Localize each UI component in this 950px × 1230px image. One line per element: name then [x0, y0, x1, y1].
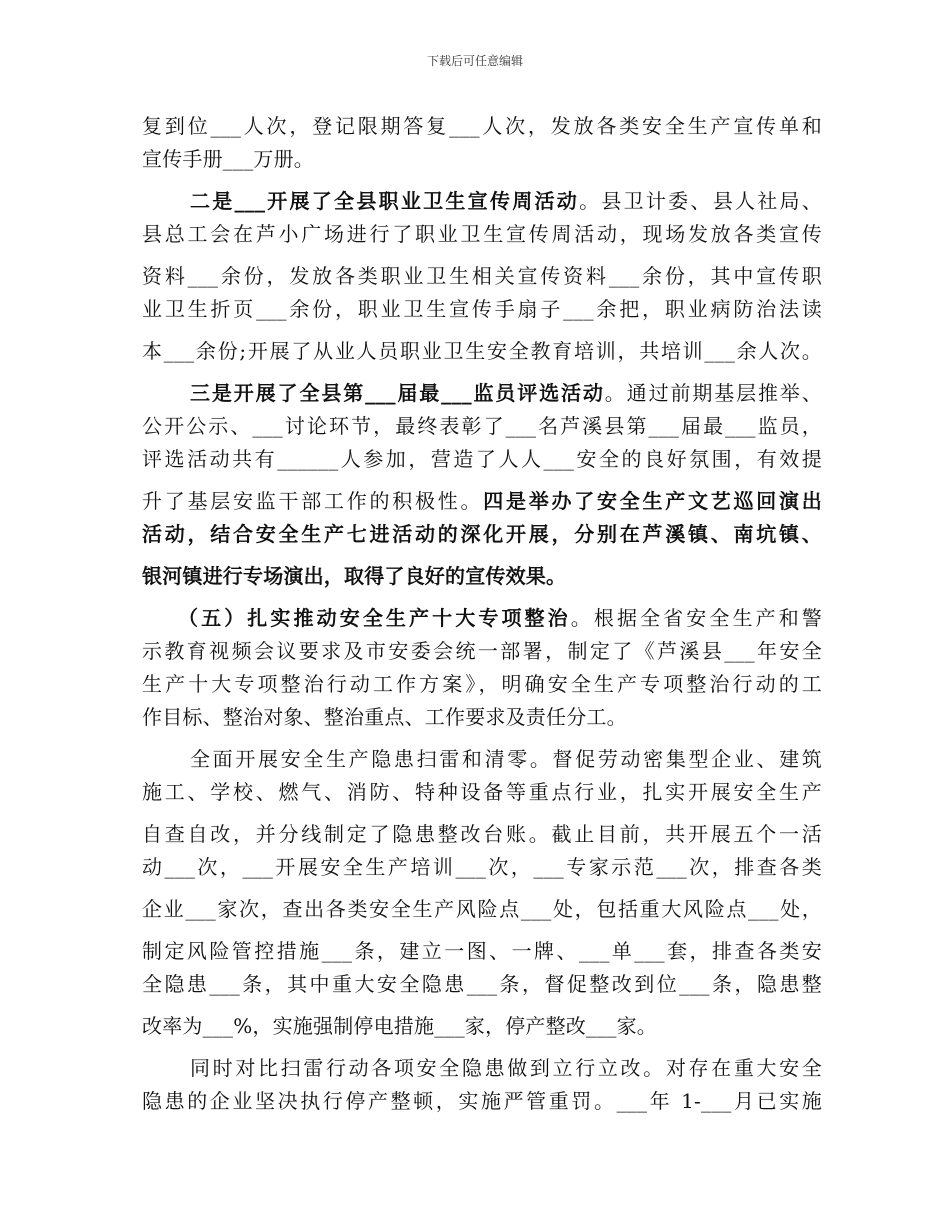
- text-line: [190, 749, 822, 769]
- page-header: 下载后可任意编辑: [426, 54, 523, 68]
- text-line: [142, 1091, 822, 1111]
- text-line: [142, 857, 822, 877]
- text-segment: 改率为___%，实施强制停电措施___家，停产整改___家。: [142, 1014, 658, 1038]
- text-line: [190, 1058, 822, 1078]
- bold-text-segment: 二是___开展了全县职业卫生宣传周活动: [190, 189, 580, 213]
- text-segment: 评选活动共有______人参加，营造了人人___安全的良好氛围，有效提: [142, 447, 822, 471]
- text-line: [142, 524, 822, 544]
- text-segment: 升了基层安监干部工作的积极性。: [142, 489, 484, 513]
- text-segment: 本___余份;开展了从业人员职业卫生安全教育培训，共培训___余人次。: [142, 339, 822, 363]
- text-segment: 公开公示、___讨论环节，最终表彰了___名芦溪县第___届最___监员，: [142, 414, 822, 438]
- text-segment: 全隐患___条，其中重大安全隐患___条，督促整改到位___条，隐患整: [142, 972, 822, 996]
- text-line: [142, 224, 822, 244]
- bold-text-segment: 活动，结合安全生产七进活动的深化开展，分别在芦溪镇、南坑镇、: [142, 522, 822, 546]
- text-segment: 动___次，___开展安全生产培训___次，___专家示范___次，排查各类: [142, 855, 822, 879]
- text-line: [142, 566, 822, 586]
- text-line: [142, 641, 822, 661]
- text-line: [142, 341, 822, 361]
- text-line: [142, 299, 822, 319]
- text-segment: 复到位___人次，登记限期答复___人次，发放各类安全生产宣传单和: [142, 114, 822, 138]
- text-segment: 。通过前期基层推举、: [604, 381, 822, 405]
- text-segment: 业卫生折页___余份，职业卫生宣传手扇子___余把，职业病防治法读: [142, 297, 822, 321]
- text-line: [190, 191, 822, 211]
- text-line: [142, 899, 822, 919]
- text-line: [142, 149, 822, 169]
- text-segment: 生产十大专项整治行动工作方案》，明确安全生产专项整治行动的工: [142, 672, 822, 696]
- text-segment: 同时对比扫雷行动各项安全隐患做到立行立改。对存在重大安全: [190, 1056, 822, 1080]
- text-line: [190, 383, 822, 403]
- bold-text-segment: 四是举办了安全生产文艺巡回演出: [483, 489, 823, 513]
- text-segment: 全面开展安全生产隐患扫雷和清零。督促劳动密集型企业、建筑: [190, 747, 822, 771]
- text-line: [142, 974, 822, 994]
- text-segment: 县总工会在芦小广场进行了职业卫生宣传周活动，现场发放各类宣传: [142, 222, 822, 246]
- text-segment: 施工、学校、燃气、消防、特种设备等重点行业，扎实开展安全生产: [142, 780, 822, 804]
- text-line: [142, 266, 822, 286]
- text-line: [142, 116, 822, 136]
- text-line: [142, 449, 822, 469]
- text-line: [142, 707, 822, 727]
- text-line: [142, 941, 822, 961]
- bold-text-segment: （五）扎实推动安全生产十大专项整治: [178, 606, 571, 630]
- bold-text-segment: 三是开展了全县第___届最___监员评选活动: [190, 381, 605, 405]
- text-segment: 宣传手册___万册。: [142, 147, 314, 171]
- text-line: [142, 416, 822, 436]
- text-line: [142, 782, 822, 802]
- bold-text-segment: 银河镇进行专场演出，取得了良好的宣传效果。: [142, 564, 567, 588]
- text-segment: 作目标、整治对象、整治重点、工作要求及责任分工。: [142, 705, 627, 729]
- text-line: [142, 674, 822, 694]
- text-segment: 示教育视频会议要求及市安委会统一部署，制定了《芦溪县___年安全: [142, 639, 822, 663]
- text-segment: 自查自改，并分线制定了隐患整改台账。截止目前，共开展五个一活: [142, 822, 822, 846]
- text-segment: 。县卫计委、县人社局、: [579, 189, 822, 213]
- text-segment: 隐患的企业坚决执行停产整顿，实施严管重罚。___年 1-___月已实施: [142, 1089, 822, 1113]
- text-line: [142, 491, 822, 511]
- text-segment: 资料___余份，发放各类职业卫生相关宣传资料___余份，其中宣传职: [142, 264, 822, 288]
- text-segment: 制定风险管控措施___条，建立一图、一牌、___单___套，排查各类安: [142, 939, 822, 963]
- text-line: [142, 824, 822, 844]
- text-segment: 企业___家次，查出各类安全生产风险点___处，包括重大风险点___处，: [142, 897, 822, 921]
- text-segment: 。根据全省安全生产和警: [570, 606, 822, 630]
- text-line: [178, 608, 822, 628]
- text-line: [142, 1016, 822, 1036]
